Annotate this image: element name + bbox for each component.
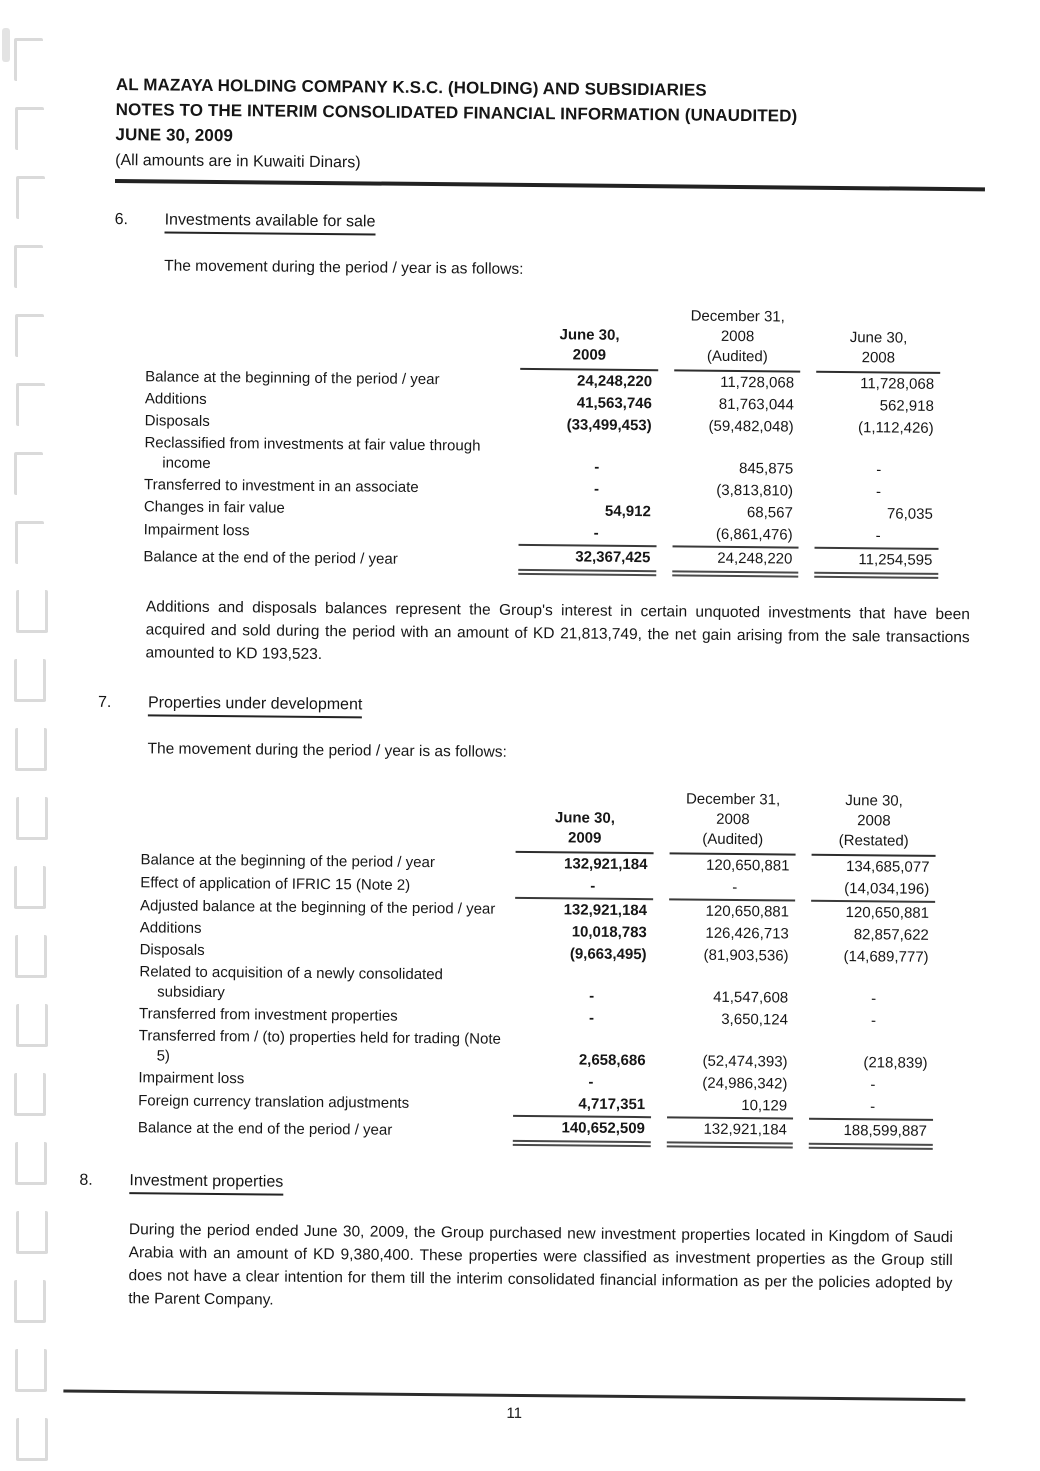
footer-rule [63, 1390, 965, 1402]
cell-value: 82,857,622 [853, 926, 929, 944]
cell-value: (59,482,048) [708, 417, 794, 436]
cell-value: - [593, 480, 600, 498]
cell-value: - [589, 987, 595, 1005]
column-gap [658, 370, 674, 393]
scan-smudge [2, 28, 10, 62]
binding-mark-icon [15, 314, 44, 357]
row-label: Balance at the end of the period / year [137, 1119, 393, 1139]
column-gap [795, 878, 811, 901]
col-header-june-30-2009: June 30, 2009 [520, 305, 659, 370]
binding-mark-icon [16, 590, 48, 633]
cell-value: 140,652,509 [513, 1116, 651, 1144]
col-header-june-30-2008-restated: June 30, 2008 (Restated) [812, 791, 937, 856]
binding-mark-icon [14, 38, 43, 81]
column-gap [798, 548, 814, 575]
table-intro: The movement during the period / year is as follows: [164, 257, 524, 278]
cell-value: - [870, 1012, 877, 1030]
column-gap [651, 1117, 667, 1144]
cell-value: 11,254,595 [814, 548, 938, 576]
column-gap [799, 525, 815, 548]
column-gap [657, 479, 673, 501]
row-label: Transferred to investment in an associate [144, 476, 419, 496]
column-gap [653, 922, 669, 944]
page-number: 11 [506, 1404, 523, 1422]
column-gap [657, 523, 673, 546]
binding-mark-icon [16, 1211, 48, 1254]
column-gap [799, 439, 815, 481]
table-header-row [145, 301, 941, 373]
cell-value: - [871, 990, 877, 1008]
cell-value: 4,717,351 [578, 1095, 646, 1114]
section-6-heading [115, 211, 987, 241]
cell-value: 3,650,124 [721, 1010, 789, 1029]
col-header-june-30-2008: June 30, 2008 [816, 308, 941, 373]
column-gap [794, 946, 810, 968]
investments-available-for-sale-table [143, 301, 941, 579]
cell-value: 24,248,220 [672, 546, 798, 574]
row-label: Impairment loss [138, 1069, 245, 1088]
cell-value: 10,018,783 [571, 923, 647, 942]
column-gap [657, 501, 673, 523]
column-gap [793, 1119, 809, 1146]
properties-under-development-table [138, 784, 936, 1150]
col-header-december-31-2008: December 31, 2008 (Audited) [674, 306, 801, 371]
binding-mark-icon [15, 107, 44, 150]
cell-value: 24,248,220 [576, 372, 653, 391]
column-gap [656, 546, 672, 573]
cell-value: 76,035 [886, 505, 933, 523]
binding-mark-icon [16, 1418, 48, 1461]
cell-value: 126,426,713 [705, 924, 789, 943]
column-gap [796, 791, 813, 855]
cell-value: 11,728,068 [860, 375, 935, 393]
column-gap [657, 437, 673, 479]
row-label: Disposals [144, 412, 210, 430]
row-label: Related to acquisition of a newly consolidated subsidiary [139, 963, 444, 1002]
row-label: Reclassified from investments at fair value through income [144, 434, 481, 472]
cell-value: 134,685,077 [845, 858, 930, 876]
section-number: 7. [97, 693, 112, 711]
binding-mark-icon [14, 866, 46, 909]
cell-value: (14,034,196) [811, 878, 935, 902]
cell-value: 11,728,068 [720, 373, 795, 392]
column-gap [793, 1096, 809, 1119]
column-gap [800, 308, 817, 372]
document-title: NOTES TO THE INTERIM CONSOLIDATED FINANCIAL INFORMATION (UNAUDITED) [115, 100, 798, 126]
table-header-row [141, 784, 937, 856]
column-gap [794, 1010, 810, 1032]
cell-value: (52,474,393) [702, 1052, 788, 1071]
cell-value: 32,367,425 [518, 545, 656, 573]
col-header-june-30-2009: June 30, 2009 [516, 788, 655, 853]
row-label: Foreign currency translation adjustments [138, 1092, 410, 1112]
cell-value: 54,912 [604, 502, 651, 521]
row-label: Balance at the end of the period / year [143, 548, 398, 568]
column-gap [793, 1074, 809, 1096]
column-gap [652, 966, 668, 1008]
binding-mark-icon [16, 176, 45, 219]
cell-value: - [594, 458, 600, 476]
cell-value: 68,567 [746, 504, 793, 522]
cell-value: - [588, 1073, 594, 1091]
section-8-body: During the period ended June 30, 2009, the Group purchased new investment properties located in Kingdom of Saudi Arabia with an amount of KD 9,380,400. These properties were classified as investment properties as the Group still does not have a clear intention for them till the interim consolidated financial information as per the policies adopted by the Parent Company. [128, 1221, 953, 1309]
cell-value: (9,663,495) [569, 945, 647, 964]
label-column-header [141, 784, 517, 852]
column-gap [795, 924, 811, 946]
section-title: Investment properties [129, 1172, 283, 1195]
column-gap [800, 372, 816, 395]
currency-note: (All amounts are in Kuwaiti Dinars) [115, 152, 361, 172]
scanned-page [79, 72, 988, 1426]
column-gap [795, 855, 811, 878]
cell-value: - [875, 527, 881, 545]
binding-mark-icon [14, 245, 43, 288]
row-label: Effect of application of IFRIC 15 (Note 2) [140, 874, 411, 894]
cell-value: - [875, 483, 882, 501]
company-name: AL MAZAYA HOLDING COMPANY K.S.C. (HOLDING) AND SUBSIDIARIES [115, 75, 707, 100]
cell-value: 120,650,881 [845, 904, 930, 922]
row-label: Transferred from investment properties [138, 1005, 398, 1025]
cell-value: 132,921,184 [563, 855, 648, 874]
cell-value: (24,986,342) [702, 1074, 788, 1093]
cell-value: 120,650,881 [705, 856, 790, 875]
column-gap [658, 306, 675, 370]
cell-value: 120,650,881 [705, 902, 790, 921]
cell-value: (218,839) [863, 1054, 928, 1072]
section-number: 6. [114, 210, 129, 229]
section-7-heading [98, 694, 982, 724]
cell-value: - [870, 1098, 876, 1116]
binding-mark-icon [15, 728, 47, 771]
cell-value: (81,903,536) [703, 946, 789, 965]
row-label: Balance at the beginning of the period / year [140, 851, 435, 872]
column-gap [658, 393, 674, 415]
column-gap [653, 899, 669, 922]
row-label: Additions [144, 390, 207, 408]
row-label: Impairment loss [143, 521, 250, 540]
cell-value: - [593, 524, 599, 542]
cell-value: - [515, 875, 653, 899]
column-gap [800, 417, 816, 439]
cell-value: (1,112,426) [857, 419, 934, 437]
section-6-note: Additions and disposals balances represent the Group's interest in certain unquoted investments that have been acquired and sold during the period with an amount of KD 21,813,749, the net gain arising from the sale transactions amounted to KD 193,523. [145, 598, 970, 664]
binding-mark-icon [14, 659, 46, 702]
header-rule [115, 179, 985, 191]
row-label: Disposals [139, 941, 205, 959]
table-intro: The movement during the period / year is as follows: [147, 740, 507, 761]
column-gap [799, 503, 815, 525]
cell-value: (6,861,476) [715, 525, 793, 544]
column-gap [653, 853, 669, 876]
column-gap [658, 415, 674, 437]
binding-mark-icon [14, 452, 43, 495]
row-label: Balance at the beginning of the period / year [145, 368, 440, 389]
column-gap [651, 1072, 667, 1094]
label-column-header [145, 301, 521, 369]
binding-mark-icon [16, 383, 45, 426]
section-number: 8. [79, 1171, 93, 1189]
binding-mark-icon [15, 1349, 47, 1392]
binding-mark-icon [15, 935, 47, 978]
column-gap [800, 395, 816, 417]
binding-mark-icon [15, 521, 44, 564]
binding-mark-icon [15, 1142, 47, 1185]
cell-value: (14,689,777) [843, 948, 929, 966]
column-gap [793, 1032, 809, 1074]
section-title: Properties under development [148, 694, 363, 718]
document-date: JUNE 30, 2009 [115, 125, 234, 146]
binding-mark-icon [14, 1073, 46, 1116]
cell-value: 41,547,608 [713, 988, 789, 1007]
column-gap [652, 944, 668, 966]
cell-value: 41,563,746 [576, 394, 652, 413]
cell-value: (33,499,453) [566, 416, 652, 435]
column-gap [654, 789, 671, 853]
cell-value: - [876, 461, 882, 479]
column-gap [799, 481, 815, 503]
cell-value: 188,599,887 [809, 1119, 933, 1147]
column-gap [795, 901, 811, 924]
cell-value: (3,813,810) [716, 481, 794, 500]
section-title: Investments available for sale [165, 211, 376, 235]
col-header-december-31-2008: December 31, 2008 (Audited) [670, 789, 797, 854]
cell-value: 2,658,686 [578, 1051, 646, 1070]
column-gap [794, 968, 810, 1010]
column-gap [651, 1094, 667, 1117]
cell-value: 81,763,044 [718, 395, 794, 414]
column-gap [652, 1008, 668, 1030]
cell-value: 10,129 [741, 1097, 788, 1115]
cell-value: 132,921,184 [667, 1117, 793, 1145]
cell-value: - [669, 876, 795, 900]
column-gap [651, 1030, 667, 1072]
column-gap [653, 876, 669, 899]
row-label: Transferred from / (to) properties held for trading (Note 5) [138, 1027, 501, 1065]
section-8-heading [79, 1172, 977, 1203]
binding-mark-icon [14, 1280, 46, 1323]
cell-value: 845,875 [738, 460, 794, 478]
cell-value: - [588, 1009, 595, 1027]
binding-mark-icon [16, 1004, 48, 1047]
row-label: Adjusted balance at the beginning of the period / year [139, 897, 496, 918]
cell-value: - [870, 1076, 876, 1094]
row-label: Changes in fair value [143, 498, 285, 517]
binding-mark-icon [16, 797, 48, 840]
row-label: Additions [139, 919, 202, 937]
cell-value: 562,918 [879, 397, 934, 415]
cell-value: 132,921,184 [563, 901, 648, 920]
